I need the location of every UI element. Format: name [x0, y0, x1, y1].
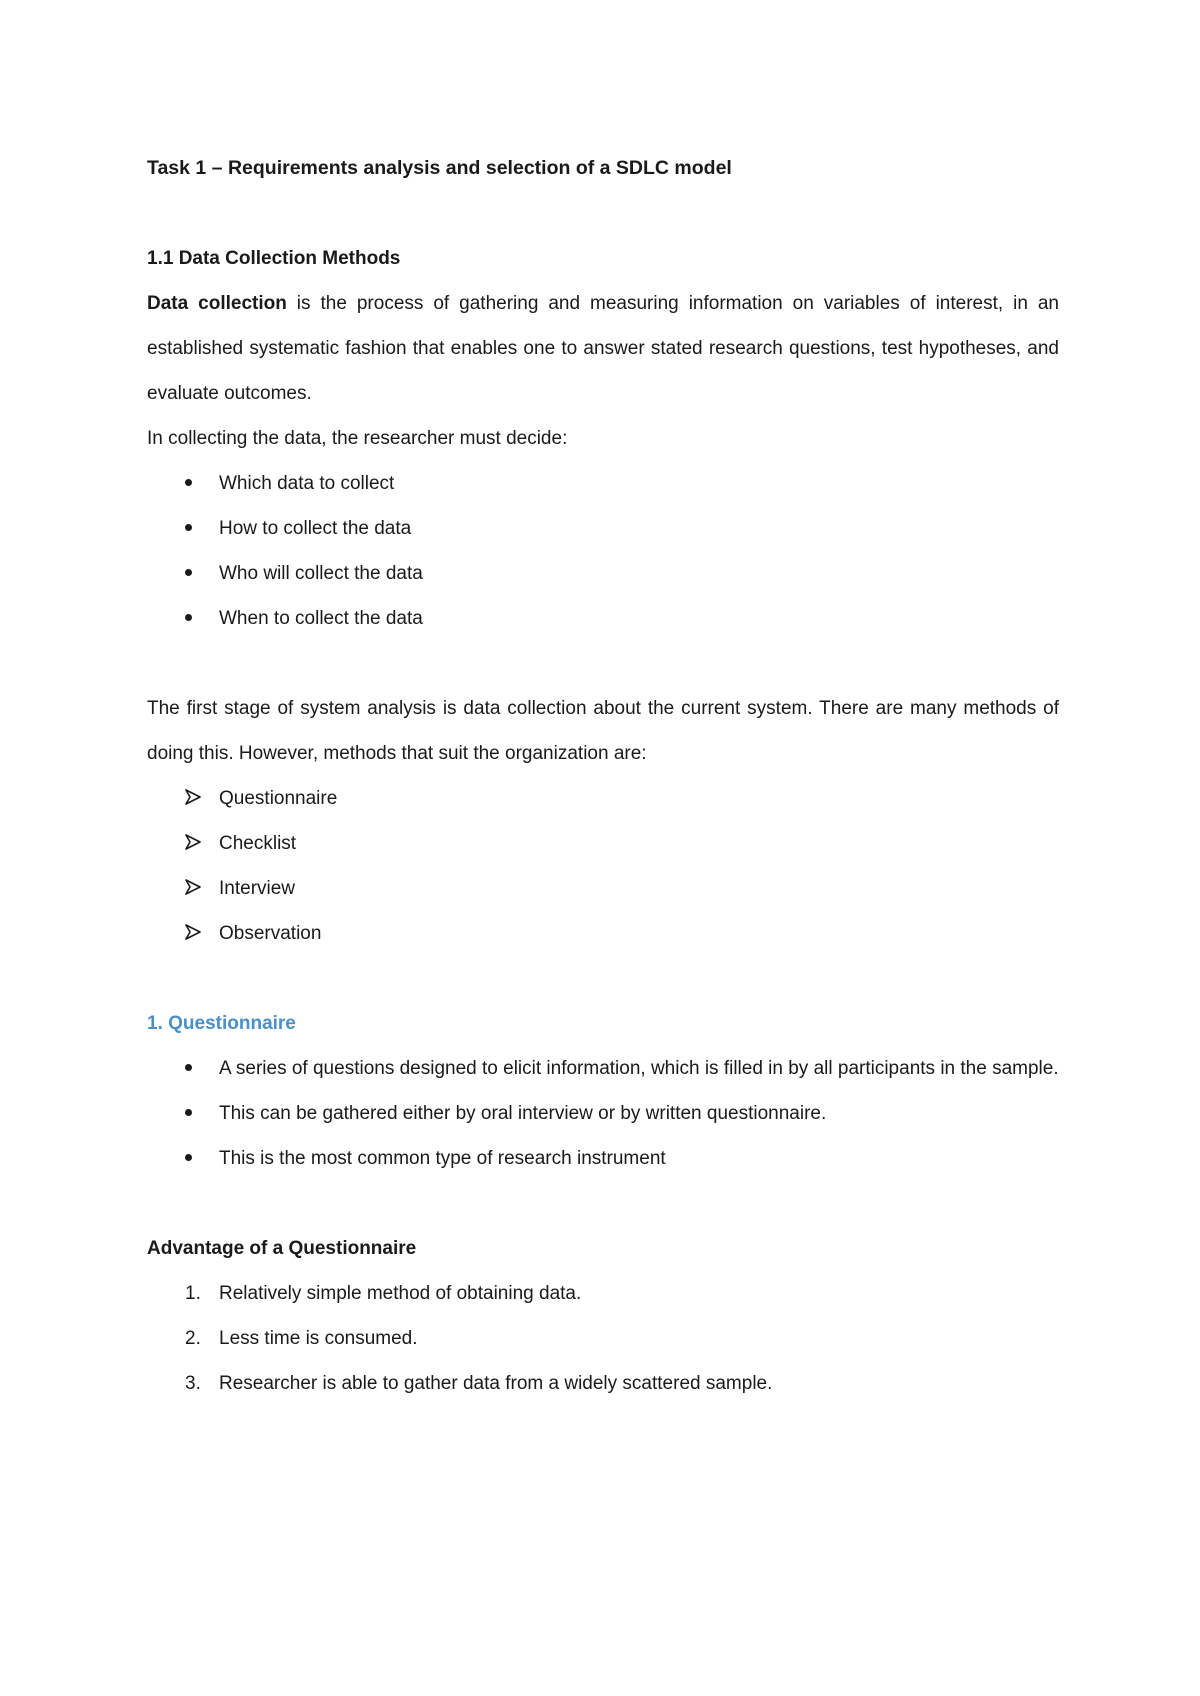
list-number: 2. — [185, 1328, 201, 1349]
bullet-icon — [185, 461, 215, 506]
methods-intro-paragraph: The first stage of system analysis is data collection about the current system. There are many methods of doing this. However, methods that suit the organization are: — [147, 698, 1059, 764]
list-item-text: Who will collect the data — [219, 563, 423, 584]
list-item-text: Checklist — [219, 833, 297, 854]
list-number: 1. — [185, 1283, 201, 1304]
list-item — [147, 911, 1059, 956]
list-item-text: Researcher is able to gather data from a widely scattered sample. — [219, 1373, 773, 1394]
definition-paragraph — [147, 281, 1059, 416]
list-item — [147, 1316, 1059, 1361]
list-item-text: Which data to collect — [219, 473, 395, 494]
list-number: 3. — [185, 1373, 201, 1394]
list-item-text: How to collect the data — [219, 518, 412, 539]
list-item — [147, 1136, 1059, 1181]
list-item — [147, 1046, 1059, 1091]
bullet-icon — [185, 551, 215, 596]
bullet-icon — [185, 1046, 215, 1091]
advantage-heading: Advantage of a Questionnaire — [147, 1238, 417, 1259]
bullet-icon — [185, 1091, 215, 1136]
arrowhead-icon — [185, 821, 215, 866]
definition-lead: Data collection — [147, 293, 287, 314]
advantages-list — [147, 1271, 1059, 1406]
bullet-icon — [185, 506, 215, 551]
arrowhead-icon — [185, 776, 215, 821]
arrowhead-icon — [185, 911, 215, 956]
decide-list — [147, 461, 1059, 641]
list-item-text: Questionnaire — [219, 788, 338, 809]
list-item-text: Observation — [219, 923, 322, 944]
list-item — [147, 1091, 1059, 1136]
list-item-text: A series of questions designed to elicit information, which is filled in by all participants in the sample. — [219, 1058, 1059, 1079]
methods-list — [147, 776, 1059, 956]
list-item — [147, 551, 1059, 596]
list-item-text: Relatively simple method of obtaining data. — [219, 1283, 582, 1304]
bullet-icon — [185, 1136, 215, 1181]
list-item-text: This can be gathered either by oral interview or by written questionnaire. — [219, 1103, 827, 1124]
list-item-text: When to collect the data — [219, 608, 423, 629]
section-heading: 1.1 Data Collection Methods — [147, 248, 401, 269]
list-item — [147, 1361, 1059, 1406]
list-item-text: This is the most common type of research instrument — [219, 1148, 666, 1169]
list-item — [147, 1271, 1059, 1316]
list-item-text: Interview — [219, 878, 296, 899]
questionnaire-points-list — [147, 1046, 1059, 1181]
list-item — [147, 776, 1059, 821]
list-item — [147, 506, 1059, 551]
list-item — [147, 866, 1059, 911]
list-item-text: Less time is consumed. — [219, 1328, 418, 1349]
arrowhead-icon — [185, 866, 215, 911]
decide-intro: In collecting the data, the researcher must decide: — [147, 428, 568, 449]
bullet-icon — [185, 596, 215, 641]
list-item — [147, 596, 1059, 641]
document-title: Task 1 – Requirements analysis and selection of a SDLC model — [147, 157, 732, 179]
document-content — [147, 146, 1059, 1406]
questionnaire-heading: 1. Questionnaire — [147, 1013, 296, 1034]
definition-text: is the process of gathering and measuring information on variables of interest, in an established systematic fashion that enables one to answer stated research questions, test hypotheses, and evaluate outcomes. — [147, 293, 1060, 404]
list-item — [147, 461, 1059, 506]
list-item — [147, 821, 1059, 866]
